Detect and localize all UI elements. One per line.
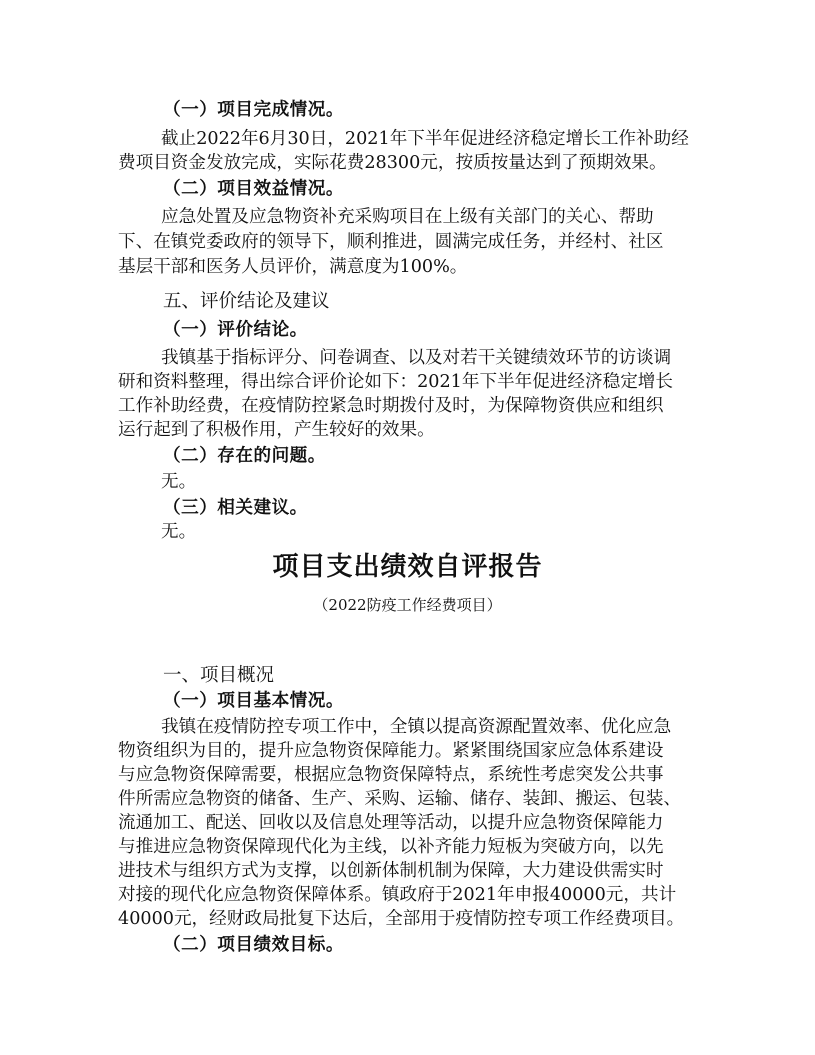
conclusion-heading: （一）评价结论。	[163, 320, 308, 340]
paragraph-line: 对接的现代化应急物资保障体系。镇政府于2021年申报40000元，共计	[118, 885, 677, 905]
paragraph-line: 物资组织为目的，提升应急物资保障能力。紧紧围绕国家应急体系建设	[118, 741, 664, 761]
paragraph-line: 下、在镇党委政府的领导下，顺利推进，圆满完成任务，并经村、社区	[118, 232, 664, 252]
suggestions-heading: （三）相关建议。	[163, 498, 308, 518]
paragraph-line: 40000元，经财政局批复下达后，全部用于疫情防控专项工作经费项目。	[118, 909, 685, 929]
paragraph-line: 与应急物资保障需要，根据应急物资保障特点，系统性考虑突发公共事	[118, 765, 664, 785]
paragraph-line: 应急处置及应急物资补充采购项目在上级有关部门的关心、帮助	[161, 207, 654, 227]
paragraph-line: 我镇在疫情防控专项工作中，全镇以提高资源配置效率、优化应急	[161, 717, 672, 737]
paragraph-line: 费项目资金发放完成，实际花费28300元，按质按量达到了预期效果。	[118, 153, 667, 173]
performance-goals-heading: （二）项目绩效目标。	[163, 935, 344, 955]
paragraph-line: 运行起到了积极作用，产生较好的效果。	[118, 420, 435, 440]
benefit-heading: （二）项目效益情况。	[163, 179, 344, 199]
paragraph-line: 与推进应急物资保障现代化为主线，以补齐能力短板为突破方向，以先	[118, 837, 664, 857]
section-five-heading: 五、评价结论及建议	[163, 291, 330, 312]
paragraph-line: 流通加工、配送、回收以及信息处理等活动，以提升应急物资保障能力	[118, 813, 664, 833]
problems-heading: （二）存在的问题。	[163, 446, 326, 466]
paragraph-line: 基层干部和医务人员评价，满意度为100%。	[118, 257, 468, 277]
problems-text: 无。	[161, 472, 197, 492]
paragraph-line: 进技术与组织方式为支撑，以创新体制机制为保障，大力建设供需实时	[118, 861, 664, 881]
paragraph-line: 工作补助经费，在疫情防控紧急时期拨付及时，为保障物资供应和组织	[118, 396, 664, 416]
paragraph-line: 研和资料整理，得出综合评价论如下：2021年下半年促进经济稳定增长	[118, 372, 673, 392]
paragraph-line: 截止2022年6月30日，2021年下半年促进经济稳定增长工作补助经	[161, 129, 689, 149]
basic-info-heading: （一）项目基本情况。	[163, 691, 344, 711]
paragraph-line: 我镇基于指标评分、问卷调查、以及对若干关键绩效环节的访谈调	[161, 348, 672, 368]
overview-heading: 一、项目概况	[163, 665, 275, 686]
completion-heading: （一）项目完成情况。	[163, 100, 344, 120]
report-title: 项目支出绩效自评报告	[272, 552, 543, 582]
paragraph-line: 件所需应急物资的储备、生产、采购、运输、储存、装卸、搬运、包装、	[118, 789, 682, 809]
suggestions-text: 无。	[161, 522, 197, 542]
report-subtitle: （2022防疫工作经费项目）	[313, 596, 502, 614]
